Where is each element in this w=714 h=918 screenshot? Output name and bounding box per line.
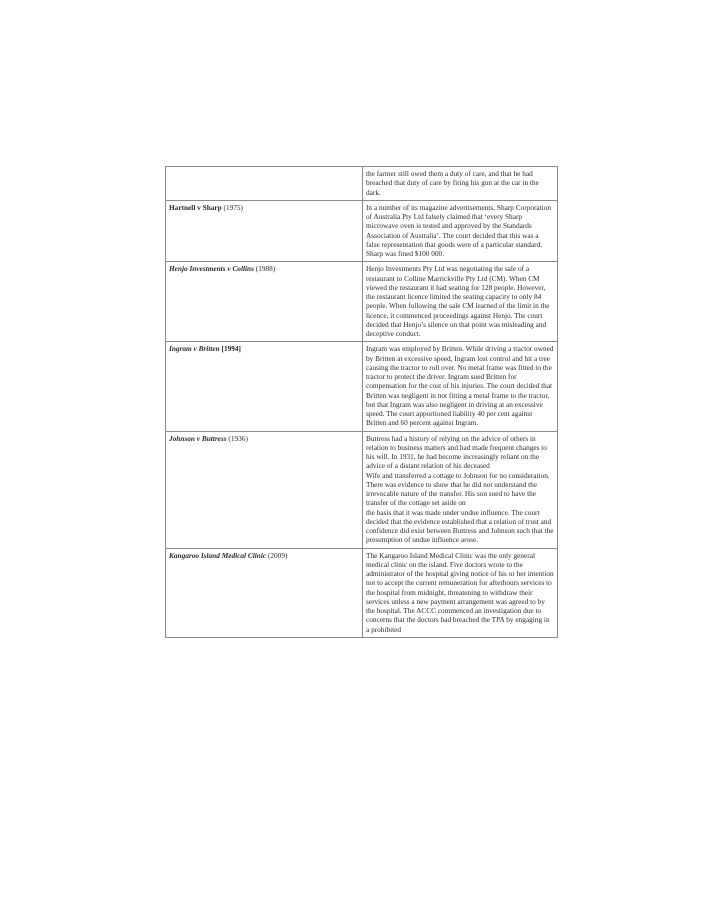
case-cell [166,342,363,431]
case-cell [166,431,363,548]
case-name: Henjo Investments v Collins [169,264,254,274]
description-paragraph: Henjo Investments Pty Ltd was negotiating the sale of a restaurant to Colline Marrickville Pty Ltd (CM). When CM viewed the restaurant it had seating for 128 people. However, the restaurant licence limited the seating capacity to only 84 people. When following the sale CM learned of the limit in the licence, it commenced proceedings against Henjo. The court decided that Henjo’s silence on that point was misleading and deceptive conduct. [366,264,550,338]
table-row [166,200,558,262]
description-cell [363,200,558,262]
case-cell [166,167,363,201]
table-row [166,548,558,637]
case-summary-table [165,166,558,638]
case-cell [166,262,363,342]
description-paragraph: Ingram was employed by Britten. While driving a tractor owned by Britten at excessive speed, Ingram lost control and hit a tree causing the tractor to roll over. No metal frame was fitted to the tractor to protect the driver. Ingram sued Britten for compensation for the cost of his injuries. The court decided that Britten was negligent in not fitting a metal frame to the tractor, but that Ingram was also negligent in driving at an excessive speed. The court apportioned liability 40 per cent against Britten and 60 percent against Ingram. [366,344,554,428]
case-year: [1994] [221,344,241,354]
description-cell [363,342,558,431]
table-row [166,262,558,342]
description-paragraph: Buttress had a history of relying on the advice of others in relation to business matters and had made frequent changes to his will. In 1931, he had become increasingly reliant on the advice of a distant relation of his deceased [366,433,547,471]
description-paragraph: the farmer still owed them a duty of care, and that he had breached that duty of care by firing his gun at the car in the dark. [366,169,539,197]
description-paragraph: Wife and transferred a cottage to Johnson for no consideration. There was evidence to show that he did not understand the irrevocable nature of the transfer. His son sued to have the transfer of the cottage set aside on [366,470,550,508]
table-row [166,431,558,548]
description-paragraph: the basis that it was made under undue influence. The court decided that the evidence established that a relation of trust and confidence did exist between Buttress and Johnson such that the presumption of undue influence arose. [366,507,554,545]
case-year: (2009) [267,550,288,560]
description-paragraph: The Kangaroo Island Medical Clinic was the only general medical clinic on the island. Five doctors wrote to the administrator of the hospital giving notice of his or her intention not to accept the current remuneration for afterhours services to the hospital from midnight, threatening to withdraw their services unless a new payment arrangement was agreed to by the hospital. The ACCC commenced an investigation due to concerns that the doctors had breached the TPA by engaging in a prohibited [366,550,554,634]
description-cell [363,548,558,637]
case-year: (1936) [228,433,248,443]
case-name: Kangaroo Island Medical Clinic [169,550,267,560]
description-cell [363,431,558,548]
description-paragraph: In a number of its magazine advertisements, Sharp Corporation of Australia Pty Ltd falsely claimed that ‘every Sharp microwave oven is tested and approved by the Standards Association of Australia’. The court decided that this was a false representation that goods were of a particular standard. Sharp was fined $100 000. [366,202,552,258]
case-name: Hartnell v Sharp [169,202,222,212]
table-row [166,167,558,201]
case-cell [166,200,363,262]
case-cell [166,548,363,637]
table-row [166,342,558,431]
case-year: (1975) [223,202,243,212]
case-year: (1988) [255,264,276,274]
description-cell [363,167,558,201]
case-name: Ingram v Britten [169,344,220,354]
description-cell [363,262,558,342]
case-name: Johnson v Buttress [169,433,227,443]
